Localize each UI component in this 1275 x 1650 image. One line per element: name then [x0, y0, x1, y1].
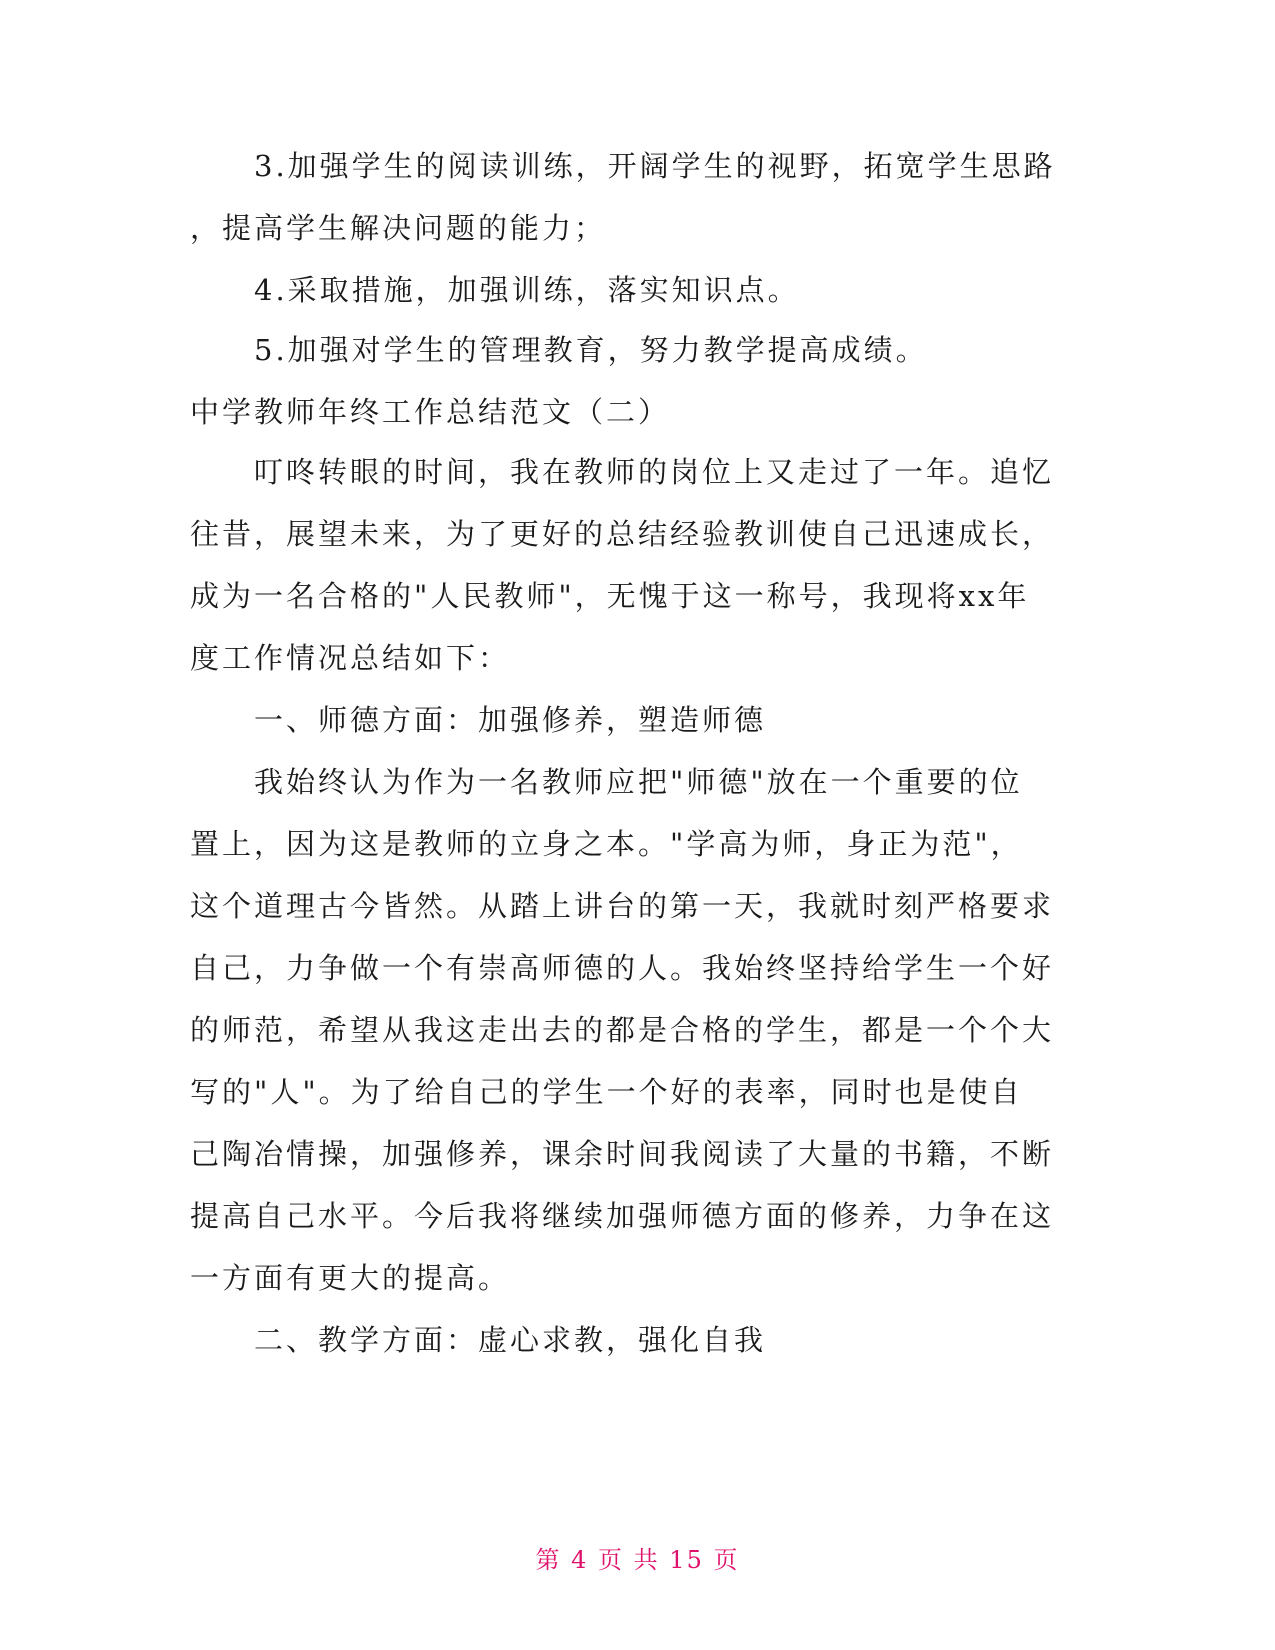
- subsection-heading: 一、师德方面：加强修养，塑造师德: [190, 703, 767, 737]
- text-line: 5.加强对学生的管理教育，努力教学提高成绩。: [190, 333, 928, 367]
- text-line: 4.采取措施，加强训练，落实知识点。: [190, 273, 800, 307]
- subsection-heading: 二、教学方面：虚心求教，强化自我: [190, 1323, 767, 1357]
- text-line: 提高自己水平。今后我将继续加强师德方面的修养，力争在这: [190, 1199, 1055, 1233]
- text-line: 度工作情况总结如下：: [190, 641, 511, 675]
- text-line: 置上，因为这是教师的立身之本。"学高为师，身正为范"，: [190, 827, 1023, 861]
- text-line: 的师范，希望从我这走出去的都是合格的学生，都是一个个大: [190, 1013, 1055, 1047]
- text-line: 这个道理古今皆然。从踏上讲台的第一天，我就时刻严格要求: [190, 889, 1055, 923]
- text-line: 自己，力争做一个有崇高师德的人。我始终坚持给学生一个好: [190, 951, 1055, 985]
- text-line: 一方面有更大的提高。: [190, 1261, 511, 1295]
- text-line: 3.加强学生的阅读训练，开阔学生的视野，拓宽学生思路: [190, 149, 1056, 183]
- text-line: 己陶冶情操，加强修养，课余时间我阅读了大量的书籍，不断: [190, 1137, 1055, 1171]
- text-line: 叮咚转眼的时间，我在教师的岗位上又走过了一年。追忆: [190, 455, 1055, 489]
- text-line: 写的"人"。为了给自己的学生一个好的表率，同时也是使自: [190, 1075, 1023, 1109]
- text-line: 成为一名合格的"人民教师"，无愧于这一称号，我现将xx年: [190, 579, 1030, 613]
- text-line: 往昔，展望未来，为了更好的总结经验教训使自己迅速成长，: [190, 517, 1055, 551]
- text-line: 我始终认为作为一名教师应把"师德"放在一个重要的位: [190, 765, 1023, 799]
- text-line: ，提高学生解决问题的能力；: [190, 211, 607, 245]
- section-heading: 中学教师年终工作总结范文（二）: [190, 395, 671, 429]
- page-number-footer: 第 4 页 共 15 页: [535, 1546, 740, 1574]
